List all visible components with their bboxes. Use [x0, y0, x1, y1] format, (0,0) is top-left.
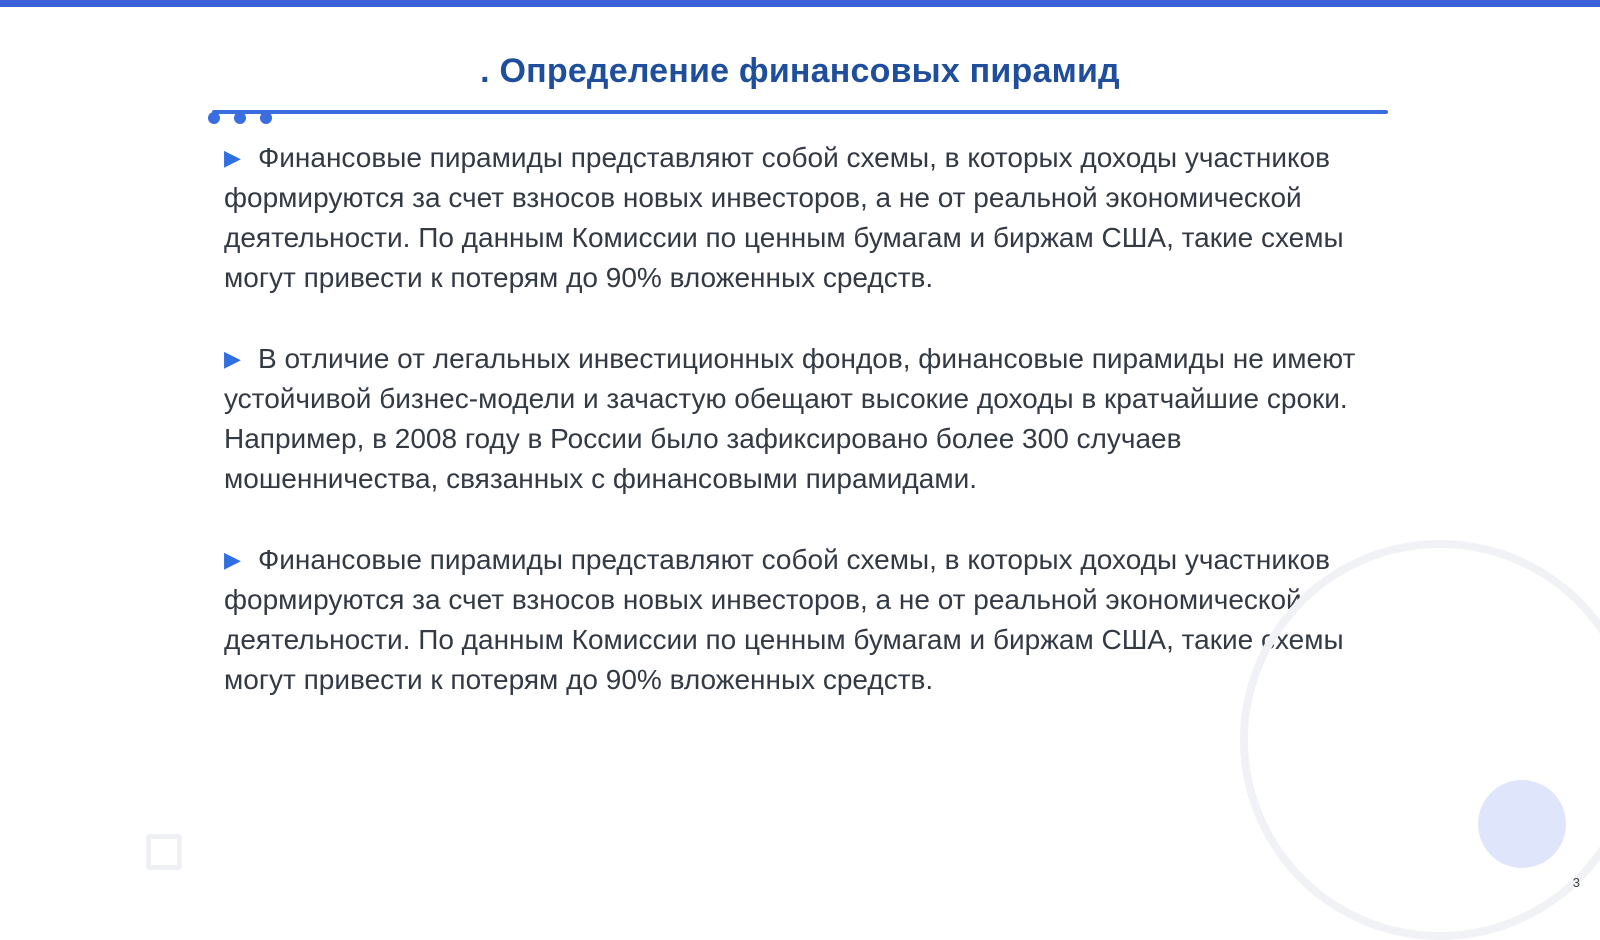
bullet-text: Финансовые пирамиды представляют собой схемы, в которых доходы участников формируются за счет взносов новых инвесторов, а не от реальной экономической деятельности. По данным Комиссии по ценным бумагам и биржам США, такие схемы могут привести к потерям до 90% вложенных средств. — [224, 544, 1344, 695]
bullet-list — [224, 138, 1374, 741]
triangle-bullet-icon: ▶ — [224, 145, 241, 170]
bullet-text: Финансовые пирамиды представляют собой схемы, в которых доходы участников формируются за счет взносов новых инвесторов, а не от реальной экономической деятельности. По данным Комиссии по ценным бумагам и биржам США, такие схемы могут привести к потерям до 90% вложенных средств. — [224, 142, 1344, 293]
triangle-bullet-icon: ▶ — [224, 346, 241, 371]
decorative-dot — [208, 112, 220, 124]
decorative-dot — [234, 112, 246, 124]
top-accent-bar — [0, 0, 1600, 7]
decorative-square — [146, 834, 182, 870]
bullet-item — [224, 138, 1374, 298]
bullet-text: В отличие от легальных инвестиционных фондов, финансовые пирамиды не имеют устойчивой бизнес-модели и зачастую обещают высокие доходы в кратчайшие сроки. Например, в 2008 году в России было зафиксировано более 300 случаев мошенничества, связанных с финансовыми пирамидами. — [224, 343, 1356, 494]
bullet-item — [224, 540, 1374, 700]
triangle-bullet-icon: ▶ — [224, 547, 241, 572]
title-underline — [212, 110, 1388, 114]
decorative-circle — [1478, 780, 1566, 868]
decorative-dot — [260, 112, 272, 124]
page-number: 3 — [1572, 875, 1580, 890]
bullet-item — [224, 339, 1374, 499]
slide-title: . Определение финансовых пирамид — [480, 52, 1120, 90]
